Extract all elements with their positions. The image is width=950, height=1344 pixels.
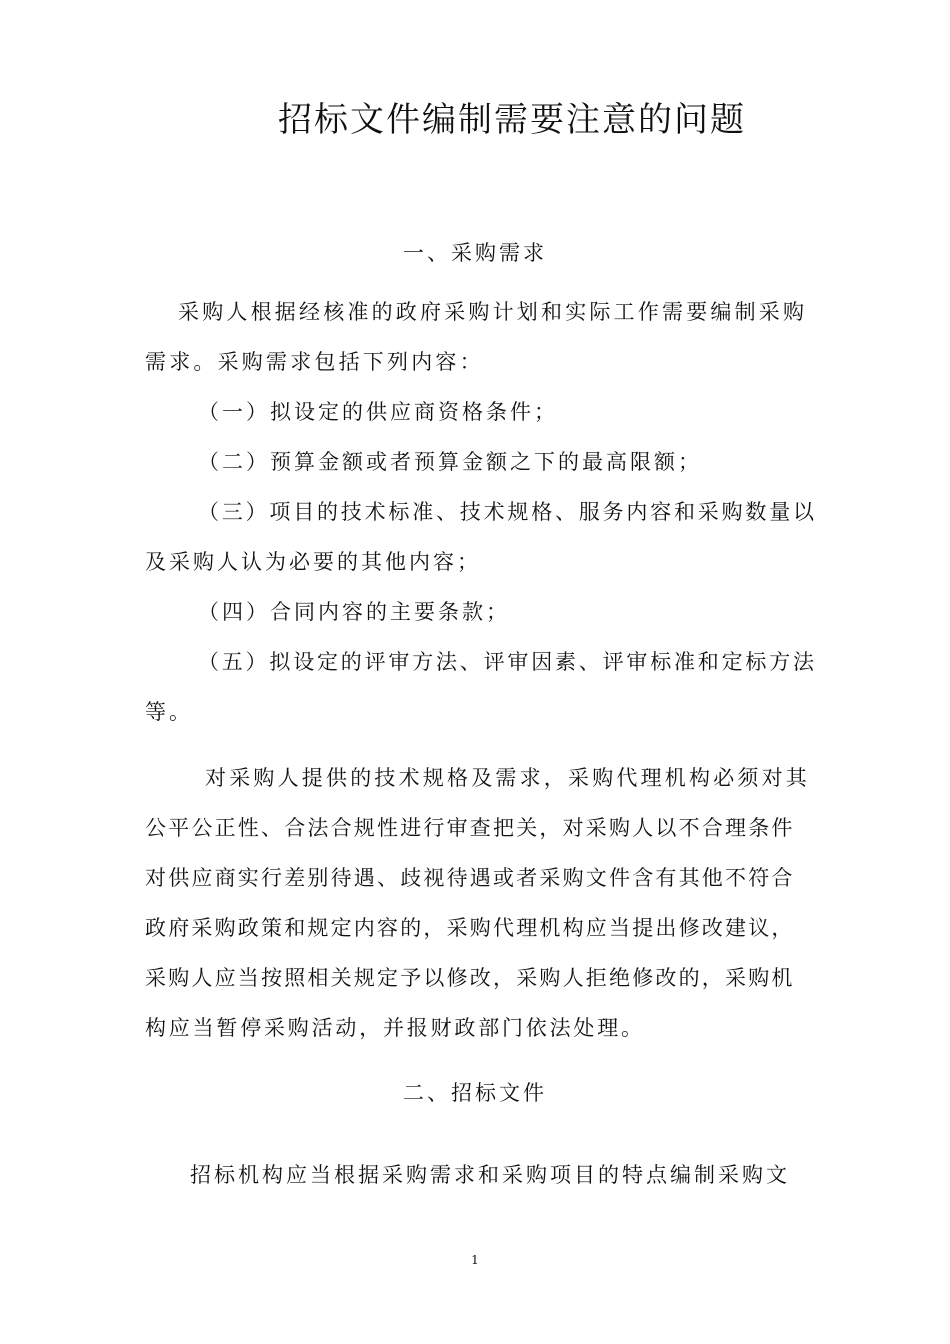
section-heading-tender-documents: 二、招标文件 — [403, 1081, 547, 1105]
paragraph-line: 招标机构应当根据采购需求和采购项目的特点编制采购文 — [190, 1163, 790, 1187]
list-item-continuation: 等。 — [145, 700, 193, 724]
paragraph-line: 构应当暂停采购活动，并报财政部门依法处理。 — [145, 1016, 645, 1040]
list-item: （一）拟设定的供应商资格条件； — [198, 400, 558, 424]
list-item: （四）合同内容的主要条款； — [198, 600, 510, 624]
list-item: （五）拟设定的评审方法、评审因素、评审标准和定标方法 — [198, 650, 817, 674]
paragraph-line: 对采购人提供的技术规格及需求，采购代理机构必须对其 — [205, 766, 810, 790]
paragraph-line: 公平公正性、合法合规性进行审查把关，对采购人以不合理条件 — [145, 816, 795, 840]
document-title: 招标文件编制需要注意的问题 — [278, 100, 746, 140]
list-item: （三）项目的技术标准、技术规格、服务内容和采购数量以 — [198, 500, 817, 524]
paragraph-line: 政府采购政策和规定内容的，采购代理机构应当提出修改建议， — [145, 916, 795, 940]
paragraph-line: 采购人根据经核准的政府采购计划和实际工作需要编制采购 — [178, 300, 808, 324]
paragraph-line: 需求。采购需求包括下列内容： — [145, 350, 484, 374]
paragraph-line: 采购人应当按照相关规定予以修改，采购人拒绝修改的，采购机 — [145, 966, 795, 990]
section-heading-purchase-requirements: 一、采购需求 — [403, 241, 547, 265]
page-number: 1 — [471, 1253, 479, 1267]
list-item-continuation: 及采购人认为必要的其他内容； — [145, 550, 481, 574]
paragraph-line: 对供应商实行差别待遇、歧视待遇或者采购文件含有其他不符合 — [145, 866, 795, 890]
list-item: （二）预算金额或者预算金额之下的最高限额； — [198, 450, 702, 474]
